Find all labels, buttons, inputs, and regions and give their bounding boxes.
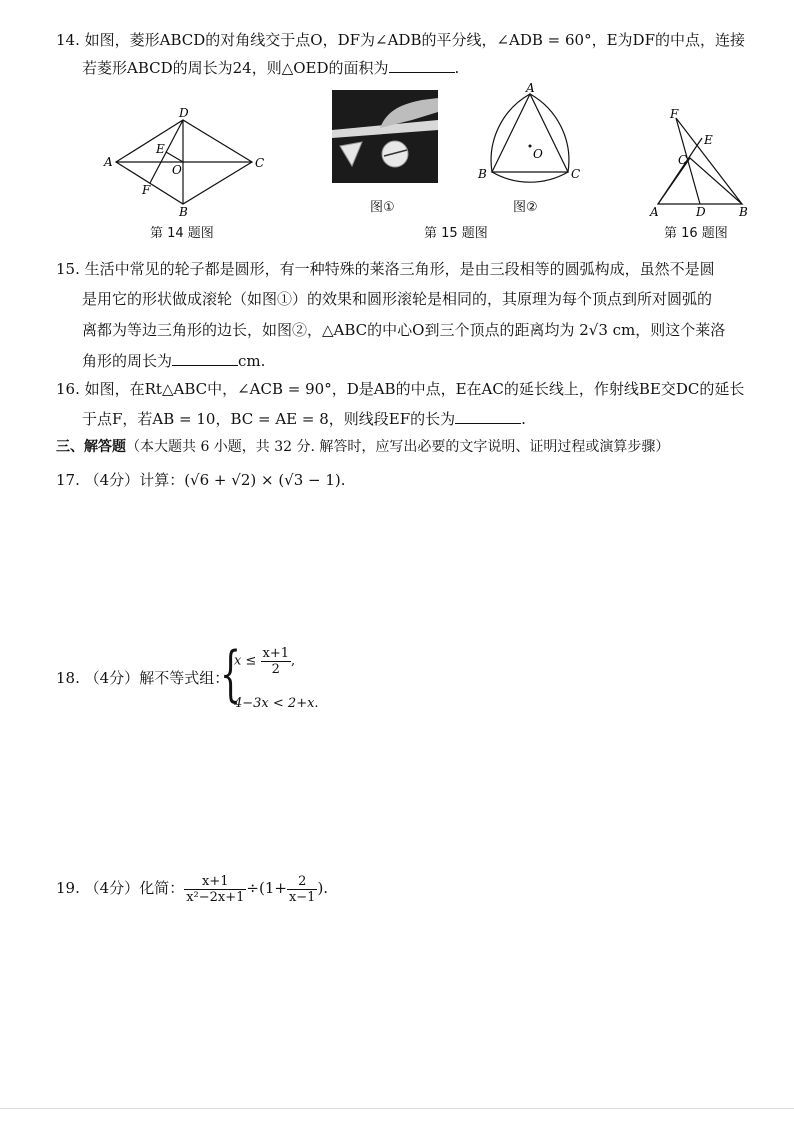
q19-line — [56, 870, 328, 906]
figure-14-rhombus — [100, 106, 275, 218]
q18-frac-num: x+1 — [262, 646, 289, 661]
q16-text-2: 于点F，若AB = 10，BC = AE = 8，则线段EF的长为 — [82, 410, 456, 428]
q18-ineq1-end: , — [291, 653, 296, 669]
q18-score: （4分） — [84, 669, 140, 687]
figure-15-reuleaux — [470, 82, 588, 186]
q19-frac2-den: x−1 — [288, 889, 316, 905]
q18-brace: { — [220, 639, 242, 709]
caption-fig15a: 图① — [370, 200, 395, 215]
label-C: C — [678, 153, 688, 167]
label-O: O — [533, 147, 543, 161]
q19-frac1-den: x²−2x+1 — [186, 889, 245, 905]
label-A: A — [650, 205, 659, 218]
q18-ineq2-text: 4−3x < 2+x. — [234, 696, 319, 711]
q14-text-2: 若菱形ABCD的周长为24，则△OED的面积为 — [82, 59, 389, 77]
q14-line2 — [82, 58, 459, 78]
q18-fraction — [261, 646, 292, 677]
q15-text-4: 角形的周长为 — [82, 352, 173, 370]
label-C: C — [571, 167, 581, 181]
section3-header — [56, 437, 669, 457]
q19-frac1-num: x+1 — [184, 874, 246, 890]
q18-frac-den: 2 — [271, 662, 280, 677]
segment-eo — [166, 152, 183, 162]
q16-line1 — [56, 379, 744, 399]
q17-score: （4分） — [84, 471, 140, 489]
label-C: C — [255, 156, 265, 170]
q15-text-1: 生活中常见的轮子都是圆形，有一种特殊的莱洛三角形，是由三段相等的圆弧构成，虽然不是圆 — [84, 260, 715, 278]
caption-fig15: 第 15 题图 — [424, 226, 488, 241]
figure-15-photo — [332, 90, 438, 183]
q14-period: . — [454, 59, 460, 77]
label-B: B — [478, 167, 487, 181]
label-B: B — [179, 205, 188, 218]
caption-fig14: 第 14 题图 — [150, 226, 214, 241]
label-F: F — [142, 183, 151, 197]
q17-line — [56, 470, 346, 490]
q18-ineq1-left: x ≤ — [234, 653, 261, 669]
q15-line1 — [56, 259, 715, 279]
caption-fig15b: 图② — [513, 200, 538, 215]
label-D: D — [696, 205, 706, 218]
q15-line2 — [82, 289, 712, 309]
q19-fraction-1 — [184, 874, 246, 905]
label-A: A — [104, 155, 113, 169]
label-E: E — [156, 142, 165, 156]
section3-title: 三、解答题 — [56, 439, 126, 455]
label-D: D — [179, 106, 189, 120]
q18-ineq2 — [234, 694, 319, 714]
q18-number: 18. — [56, 669, 80, 687]
q19-frac2-num: 2 — [287, 874, 318, 890]
label-E: E — [704, 133, 713, 147]
caption-fig16: 第 16 题图 — [664, 226, 728, 241]
q16-line2 — [82, 409, 526, 429]
q16-period: . — [521, 410, 526, 428]
q17-number: 17. — [56, 471, 80, 489]
q18-line — [56, 668, 229, 688]
q19-end: ). — [317, 879, 329, 897]
center-point — [529, 145, 532, 148]
q19-number: 19. — [56, 879, 80, 897]
page-bottom-divider — [0, 1108, 794, 1109]
q15-number: 15. — [56, 260, 80, 278]
figure-16-triangle — [640, 108, 760, 218]
label-F: F — [670, 108, 679, 121]
triangle-abc — [492, 94, 568, 172]
q19-fraction-2 — [287, 874, 318, 905]
label-B: B — [739, 205, 748, 218]
label-O: O — [172, 163, 182, 177]
q19-score: （4分） — [84, 879, 140, 897]
q14-answer-blank[interactable] — [389, 58, 455, 73]
triangle-abc — [658, 158, 742, 204]
q15-text-2: 是用它的形状做成滚轮（如图①）的效果和圆形滚轮是相同的，其原理为每个顶点到所对圆弧的 — [82, 290, 713, 308]
q14-line1 — [56, 30, 745, 50]
q15-answer-blank[interactable] — [172, 351, 238, 366]
q17-prompt: 计算： — [139, 471, 185, 489]
q14-number: 14. — [56, 31, 80, 49]
q18-ineq1 — [234, 646, 295, 677]
segment-ae — [658, 138, 702, 204]
q19-prompt: 化简： — [139, 879, 185, 897]
q15-text-3: 离都为等边三角形的边长，如图②，△ABC的中心O到三个顶点的距离均为 2√3 cm，则这个莱洛 — [82, 321, 726, 339]
q14-text-1: 如图，菱形ABCD的对角线交于点O，DF为∠ADB的平分线，∠ADB = 60°，E为DF的中点，连接 — [84, 31, 745, 49]
q17-expression: (√6 + √2) × (√3 − 1). — [184, 471, 346, 489]
q16-text-1: 如图，在Rt△ABC中，∠ACB = 90°，D是AB的中点，E在AC的延长线上，作射线BE交DC的延长 — [84, 380, 745, 398]
reuleaux-outline — [491, 94, 569, 182]
q15-unit: cm. — [238, 352, 266, 370]
q19-mid: ÷(1+ — [246, 879, 287, 897]
q18-prompt: 解不等式组： — [139, 669, 230, 687]
section3-note: （本大题共 6 小题，共 32 分. 解答时，应写出必要的文字说明、证明过程或演算步骤） — [126, 439, 670, 455]
q16-number: 16. — [56, 380, 80, 398]
q15-line3 — [82, 320, 725, 340]
label-A: A — [526, 82, 535, 95]
q16-answer-blank[interactable] — [455, 409, 521, 424]
round-wheel — [382, 141, 408, 167]
q15-line4 — [82, 351, 265, 371]
